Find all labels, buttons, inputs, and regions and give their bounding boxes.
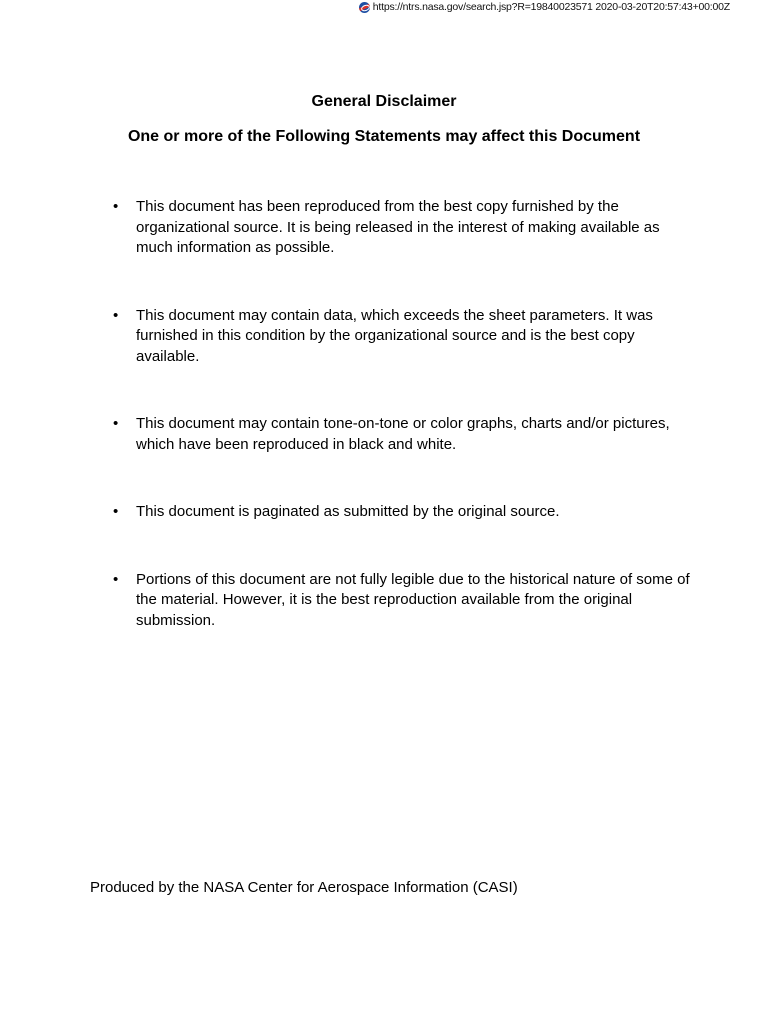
statement-text: This document may contain data, which exceeds the sheet parameters. It was furnished in this condition by the organizational source and is the best copy available.: [136, 306, 653, 365]
bullet-icon: •: [113, 570, 119, 588]
nasa-logo-icon: [359, 2, 370, 13]
disclaimer-statement-list: [110, 197, 690, 678]
document-subtitle: One or more of the Following Statements may affect this Document: [127, 128, 641, 145]
statement-text: This document has been reproduced from the best copy furnished by the organizational source. It is being released in the interest of making available as much information as possible.: [136, 198, 660, 256]
disclaimer-statement: [110, 570, 690, 632]
statement-text: Portions of this document are not fully legible due to the historical nature of some of the material. However, it is the best reproduction available from the original submission.: [136, 570, 690, 629]
bullet-icon: •: [113, 503, 119, 520]
ntrs-url-timestamp[interactable]: https://ntrs.nasa.gov/search.jsp?R=19840023571 2020-03-20T20:57:43+00:00Z: [372, 1, 730, 13]
bullet-icon: •: [113, 306, 119, 324]
statement-text: This document may contain tone-on-tone or color graphs, charts and/or pictures, which have been reproduced in black and white.: [136, 415, 670, 453]
statement-text: This document is paginated as submitted by the original source.: [136, 503, 560, 520]
casi-footer: Produced by the NASA Center for Aerospace Information (CASI): [90, 879, 518, 896]
disclaimer-statement: [110, 502, 690, 523]
disclaimer-statement: [110, 414, 690, 455]
disclaimer-statement: [110, 197, 690, 259]
disclaimer-statement: [110, 306, 690, 368]
ntrs-header-stamp: [359, 0, 730, 14]
bullet-icon: •: [113, 198, 119, 215]
bullet-icon: •: [113, 415, 119, 432]
document-title: General Disclaimer: [311, 93, 457, 110]
